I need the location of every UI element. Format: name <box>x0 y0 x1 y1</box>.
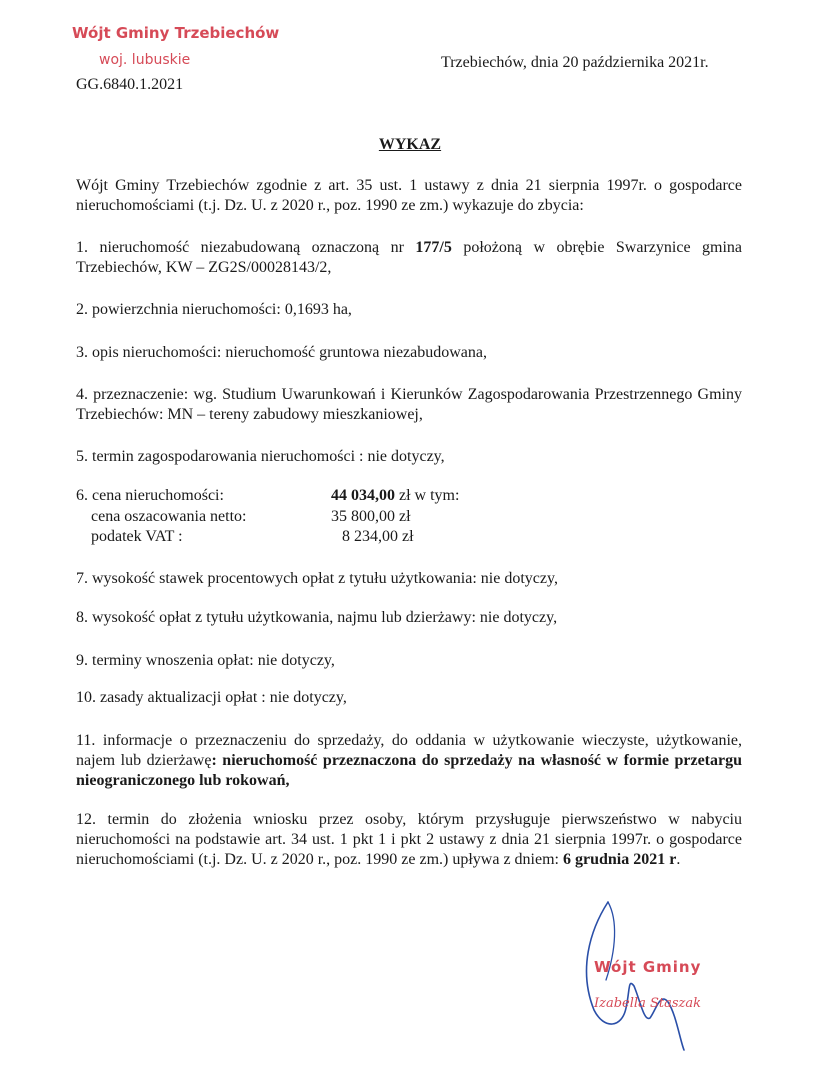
net-value: 35 800,00 zł <box>331 508 411 525</box>
item-3: 3. opis nieruchomości: nieruchomość gruntowa niezabudowana, <box>76 344 487 361</box>
item-12: 12. termin do złożenia wniosku przez osoby, którym przysługuje pierwszeństwo w nabyciu nieruchomości na podstawie art. 34 ust. 1 pkt 1 i pkt 2 ustawy z dnia 21 sierpnia 1997r. o gospodarce nieruchomościami (t.j. Dz. U. z 2020 r., poz. 1990 ze zm.) upływa z dniem: 6 grudnia 2021 r. <box>76 811 742 868</box>
item-11: 11. informacje o przeznaczeniu do sprzedaży, do oddania w użytkowanie wieczyste, użytkowanie, najem lub dzierżawę: nieruchomość przeznaczona do sprzedaży na własność w formie przetargu nieograniczonego lub rokowań, <box>76 732 742 789</box>
deadline-date: 6 grudnia 2021 r <box>562 851 677 868</box>
price-value: 44 034,00 zł w tym: <box>331 487 460 504</box>
office-stamp-title: Wójt Gminy Trzebiechów <box>72 24 280 42</box>
item-8: 8. wysokość opłat z tytułu użytkowania, najmu lub dzierżawy: nie dotyczy, <box>76 609 558 626</box>
item-1: 1. nieruchomość niezabudowaną oznaczoną nr 177/5 położoną w obrębie Swarzynice gmina Trzebiechów, KW – ZG2S/00028143/2, <box>76 239 743 276</box>
price-label: 6. cena nieruchomości: <box>76 487 224 504</box>
item-2: 2. powierzchnia nieruchomości: 0,1693 ha, <box>76 301 352 318</box>
item-9: 9. terminy wnoszenia opłat: nie dotyczy, <box>76 652 335 669</box>
vat-label: podatek VAT : <box>91 528 183 545</box>
sale-form: : nieruchomość przeznaczona do sprzedaży na własność w formie przetargu nieograniczonego lub rokowań, <box>76 752 742 789</box>
item-4: 4. przeznaczenie: wg. Studium Uwarunkowań i Kierunków Zagospodarowania Przestrzennego Gminy Trzebiechów: MN – tereny zabudowy mieszkaniowej, <box>76 386 742 423</box>
signature-stamp-name: Izabella Staszak <box>594 996 701 1011</box>
vat-value: 8 234,00 zł <box>342 528 414 545</box>
document-title: WYKAZ <box>378 136 442 153</box>
plot-number: 177/5 <box>415 239 452 256</box>
intro-paragraph: Wójt Gminy Trzebiechów zgodnie z art. 35 ust. 1 ustawy z dnia 21 sierpnia 1997r. o gospodarce nieruchomościami (t.j. Dz. U. z 2020 r., poz. 1990 ze zm.) wykazuje do zbycia: <box>76 177 742 214</box>
net-label: cena oszacowania netto: <box>91 508 247 525</box>
item-7: 7. wysokość stawek procentowych opłat z tytułu użytkowania: nie dotyczy, <box>76 570 558 587</box>
signature-stamp-title: Wójt Gminy <box>594 958 702 976</box>
document-date: Trzebiechów, dnia 20 października 2021r. <box>441 54 709 71</box>
item-5: 5. termin zagospodarowania nieruchomości : nie dotyczy, <box>76 448 445 465</box>
case-reference: GG.6840.1.2021 <box>76 76 184 93</box>
item-10: 10. zasady aktualizacji opłat : nie dotyczy, <box>76 689 347 706</box>
office-stamp-region: woj. lubuskie <box>99 52 191 68</box>
